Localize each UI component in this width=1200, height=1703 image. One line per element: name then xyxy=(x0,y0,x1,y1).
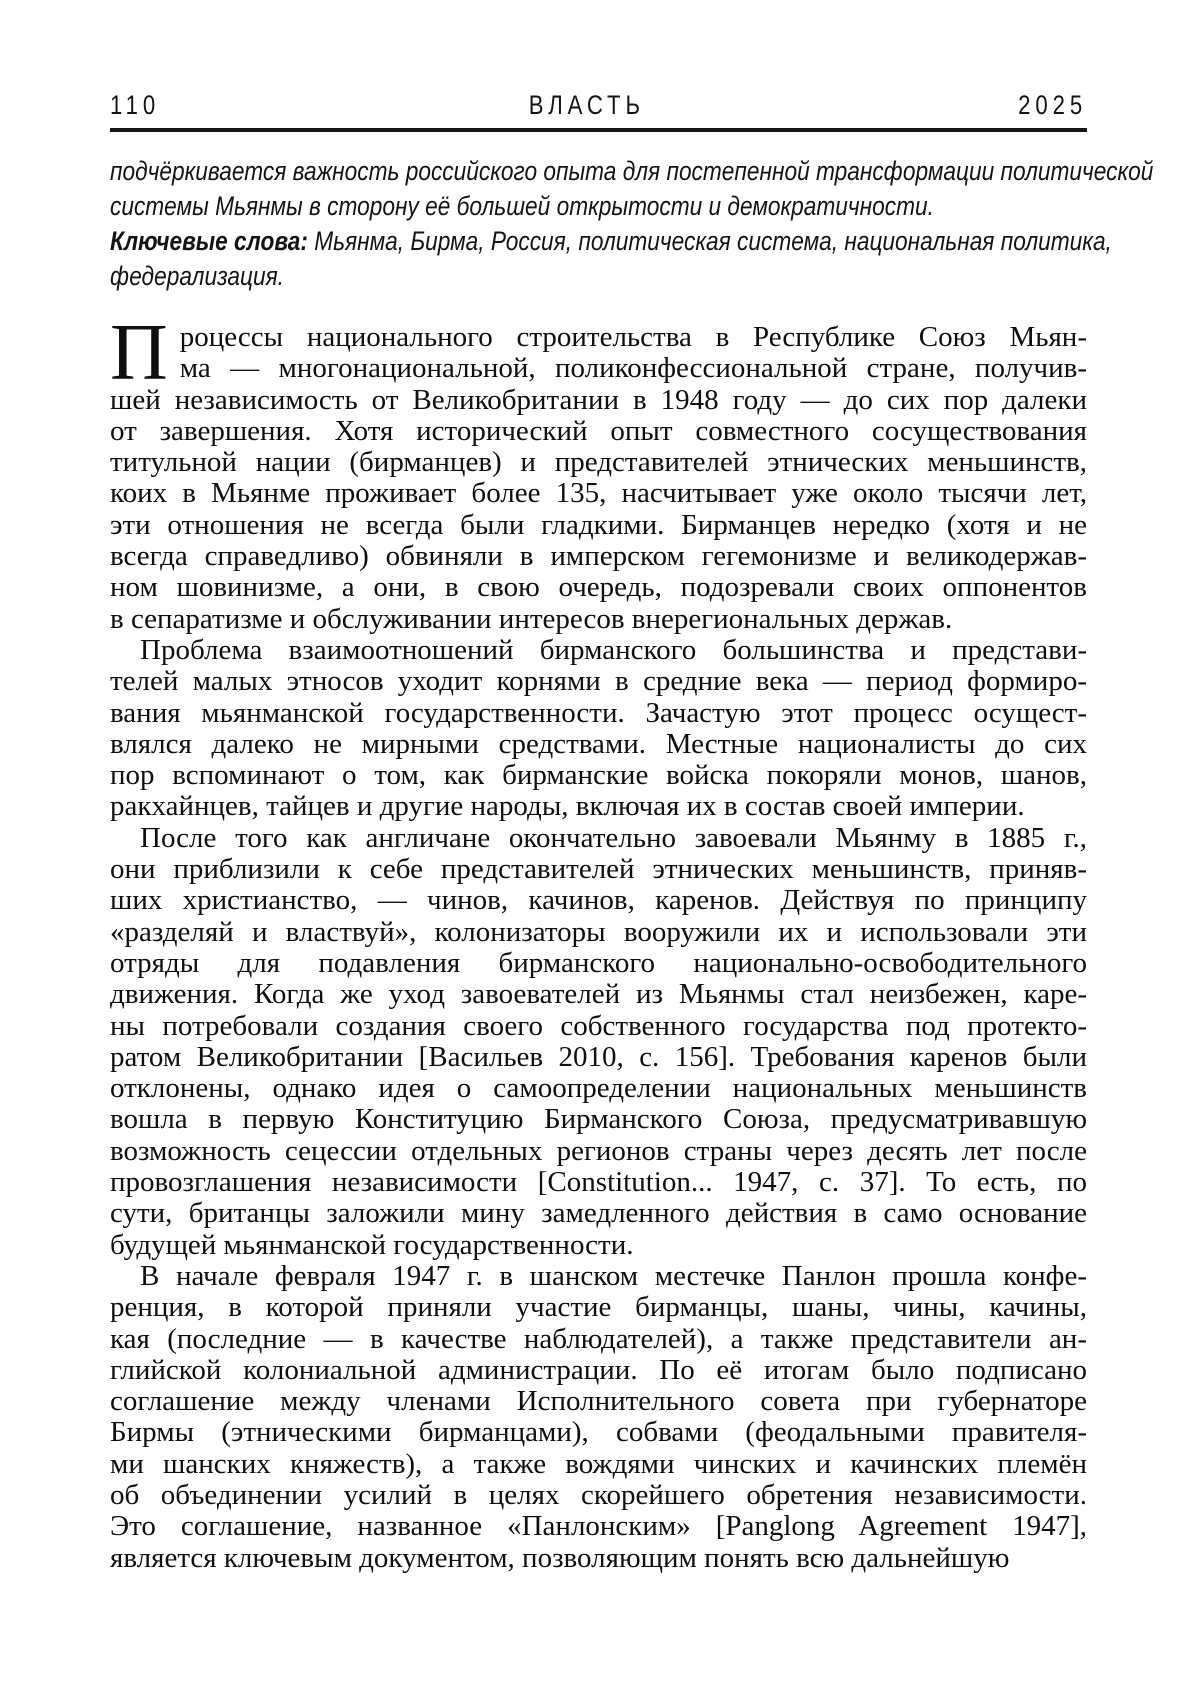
text-line: в сепаратизме и обслуживании интересов внерегиональных держав. xyxy=(110,602,953,635)
text-line: ном шовинизме, а они, в свою очередь, подозревали своих оппонентов xyxy=(110,571,1087,604)
text-line: роцессы национального строительства в Республике Союз Мьян- xyxy=(179,321,1087,353)
keywords-label: Ключевые слова: xyxy=(110,226,315,256)
paragraph xyxy=(110,1261,1087,1574)
text-line: провозглашения независимости [Constitution... 1947, с. 37]. То есть, по xyxy=(110,1166,1087,1199)
text-line: отряды для подавления бирманского национально-освободительного xyxy=(110,946,1087,979)
abstract-line: подчёркивается важность российского опыта для постепенной трансформации политической xyxy=(110,156,1154,186)
text-line: ренция, в которой приняли участие бирманцы, шаны, чины, качины, xyxy=(110,1291,1087,1324)
text-line: отклонены, однако идея о самоопределении национальных меньшинств xyxy=(110,1072,1087,1105)
text-line: всегда справедливо) обвиняли в имперском гегемонизме и великодержав- xyxy=(110,540,1087,573)
running-header xyxy=(110,90,1087,120)
text-line: является ключевым документом, позволяющим понять всю дальнейшую xyxy=(110,1541,1010,1574)
text-line: вания мьянманской государственности. Зачастую этот процесс осущест- xyxy=(110,696,1087,729)
abstract-section xyxy=(110,154,1154,294)
text-line: будущей мьянманской государственности. xyxy=(110,1228,634,1261)
text-line: пор вспоминают о том, как бирманские войска покоряли монов, шанов, xyxy=(110,759,1087,792)
drop-cap: П xyxy=(110,309,168,397)
text-line: шей независимость от Великобритании в 1948 году — до сих пор далеки xyxy=(110,383,1087,416)
text-line: ми шанских княжеств), а также вождями чинских и качинских племён xyxy=(110,1447,1087,1480)
page-number: 110 xyxy=(110,90,161,120)
text-line: они приблизили к себе представителей этнических меньшинств, приняв- xyxy=(110,853,1087,886)
abstract-line: системы Мьянмы в сторону её большей открытости и демократичности. xyxy=(110,191,934,221)
year: 2025 xyxy=(1018,90,1087,120)
text-line: движения. Когда же уход завоевателей из Мьянмы стал неизбежен, каре- xyxy=(110,978,1087,1011)
keywords-line: федерализация. xyxy=(110,261,284,291)
text-line: ма — многонациональной, поликонфессиональной стране, получив- xyxy=(179,352,1087,385)
text-line: ны потребовали создания своего собственного государства под протекто- xyxy=(110,1009,1087,1042)
paragraph xyxy=(110,309,1087,635)
text-line: эти отношения не всегда были гладкими. Бирманцев нередко (хотя и не xyxy=(110,508,1087,541)
text-line: В начале февраля 1947 г. в шанском местечке Панлон прошла конфе- xyxy=(140,1259,1087,1292)
text-line: об объединении усилий в целях скорейшего обретения независимости. xyxy=(110,1478,1087,1511)
text-line: После того как англичане окончательно завоевали Мьянму в 1885 г., xyxy=(140,821,1087,854)
paragraph xyxy=(110,635,1087,823)
text-line: Бирмы (этническими бирманцами), собвами (феодальными правителя- xyxy=(110,1416,1087,1449)
text-line: от завершения. Хотя исторический опыт совместного сосуществования xyxy=(110,414,1087,447)
text-line: вошла в первую Конституцию Бирманского Союза, предусматривавшую xyxy=(110,1103,1087,1136)
text-line: титульной нации (бирманцев) и представителей этнических меньшинств, xyxy=(110,446,1087,479)
text-line: влялся далеко не мирными средствами. Местные националисты до сих xyxy=(110,727,1087,760)
text-line: кая (последние — в качестве наблюдателей), а также представители ан- xyxy=(110,1322,1087,1355)
journal-title: ВЛАСТЬ xyxy=(528,90,646,120)
text-line: соглашение между членами Исполнительного совета при губернаторе xyxy=(110,1385,1087,1418)
text-line: глийской колониальной администрации. По её итогам было подписано xyxy=(110,1353,1087,1386)
text-line: возможность сецессии отдельных регионов страны через десять лет после xyxy=(110,1134,1087,1167)
keywords-line: Ключевые слова: Мьянма, Бирма, Россия, политическая система, национальная политика, xyxy=(110,226,1112,256)
text-line: «разделяй и властвуй», колонизаторы вооружили их и использовали эти xyxy=(110,915,1087,948)
text-line: коих в Мьянме проживает более 135, насчитывает уже около тысячи лет, xyxy=(110,477,1087,510)
text-line: Это соглашение, названное «Панлонским» [Panglong Agreement 1947], xyxy=(110,1510,1087,1543)
header-rule xyxy=(110,128,1087,132)
text-line: сути, британцы заложили мину замедленного действия в само основание xyxy=(110,1197,1087,1230)
text-line: ратом Великобритании [Васильев 2010, с. 156]. Требования каренов были xyxy=(110,1040,1087,1073)
text-line: Проблема взаимоотношений бирманского большинства и представи- xyxy=(140,633,1087,666)
text-line: ракхайнцев, тайцев и другие народы, включая их в состав своей империи. xyxy=(110,790,1025,823)
text-line: телей малых этносов уходит корнями в средние века — период формиро- xyxy=(110,665,1087,698)
text-line: ших христианство, — чинов, качинов, каренов. Действуя по принципу xyxy=(110,884,1087,917)
article-body xyxy=(110,309,1087,1574)
paragraph xyxy=(110,823,1087,1261)
